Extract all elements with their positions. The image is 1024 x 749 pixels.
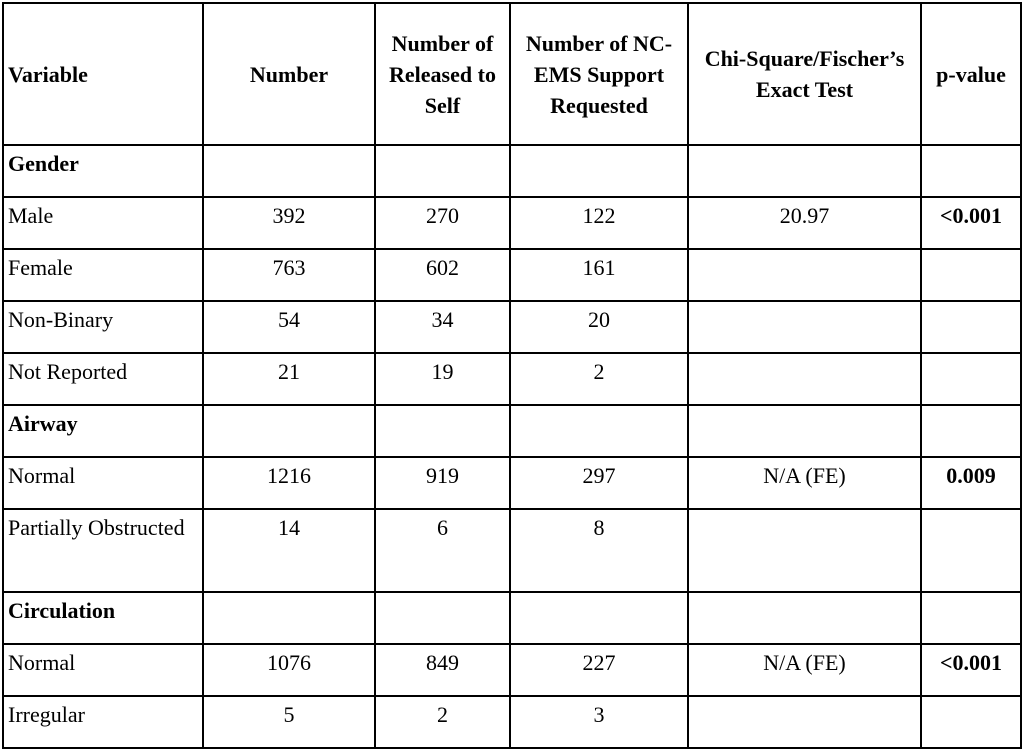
header-row bbox=[3, 3, 1021, 145]
cell-number: 763 bbox=[203, 249, 375, 301]
cell-variable: Irregular bbox=[3, 696, 203, 748]
table-row bbox=[3, 353, 1021, 405]
empty-cell bbox=[688, 145, 921, 197]
header-ncems-support: Number of NC-EMS Support Requested bbox=[510, 3, 688, 145]
cell-released: 602 bbox=[375, 249, 510, 301]
cell-chisq bbox=[688, 353, 921, 405]
table-row bbox=[3, 249, 1021, 301]
cell-ncems: 2 bbox=[510, 353, 688, 405]
empty-cell bbox=[375, 405, 510, 457]
cell-pvalue bbox=[921, 696, 1021, 748]
cell-variable: Female bbox=[3, 249, 203, 301]
cell-pvalue: <0.001 bbox=[921, 644, 1021, 696]
cell-variable: Non-Binary bbox=[3, 301, 203, 353]
cell-number: 5 bbox=[203, 696, 375, 748]
section-title: Airway bbox=[3, 405, 203, 457]
cell-chisq: N/A (FE) bbox=[688, 644, 921, 696]
cell-pvalue: 0.009 bbox=[921, 457, 1021, 509]
cell-ncems: 227 bbox=[510, 644, 688, 696]
cell-released: 34 bbox=[375, 301, 510, 353]
empty-cell bbox=[203, 592, 375, 644]
cell-released: 919 bbox=[375, 457, 510, 509]
cell-pvalue: <0.001 bbox=[921, 197, 1021, 249]
empty-cell bbox=[375, 592, 510, 644]
cell-pvalue bbox=[921, 249, 1021, 301]
cell-number: 54 bbox=[203, 301, 375, 353]
cell-variable: Normal bbox=[3, 644, 203, 696]
empty-cell bbox=[510, 145, 688, 197]
header-p-value: p-value bbox=[921, 3, 1021, 145]
empty-cell bbox=[921, 145, 1021, 197]
empty-cell bbox=[510, 592, 688, 644]
section-title: Circulation bbox=[3, 592, 203, 644]
cell-number: 1216 bbox=[203, 457, 375, 509]
cell-ncems: 161 bbox=[510, 249, 688, 301]
empty-cell bbox=[921, 592, 1021, 644]
cell-variable: Partially Obstructed bbox=[3, 509, 203, 592]
cell-released: 6 bbox=[375, 509, 510, 592]
section-row bbox=[3, 592, 1021, 644]
cell-pvalue bbox=[921, 509, 1021, 592]
cell-chisq: N/A (FE) bbox=[688, 457, 921, 509]
table-row bbox=[3, 509, 1021, 592]
table-row bbox=[3, 696, 1021, 748]
cell-ncems: 3 bbox=[510, 696, 688, 748]
cell-variable: Normal bbox=[3, 457, 203, 509]
header-chi-square: Chi-Square/Fischer’s Exact Test bbox=[688, 3, 921, 145]
results-table bbox=[2, 2, 1022, 749]
cell-chisq bbox=[688, 509, 921, 592]
section-row bbox=[3, 145, 1021, 197]
header-released-to-self: Number of Released to Self bbox=[375, 3, 510, 145]
cell-number: 14 bbox=[203, 509, 375, 592]
header-variable: Variable bbox=[3, 3, 203, 145]
section-row bbox=[3, 405, 1021, 457]
cell-number: 1076 bbox=[203, 644, 375, 696]
section-title: Gender bbox=[3, 145, 203, 197]
cell-number: 21 bbox=[203, 353, 375, 405]
empty-cell bbox=[203, 145, 375, 197]
header-number: Number bbox=[203, 3, 375, 145]
cell-chisq: 20.97 bbox=[688, 197, 921, 249]
cell-released: 2 bbox=[375, 696, 510, 748]
empty-cell bbox=[688, 405, 921, 457]
cell-chisq bbox=[688, 249, 921, 301]
cell-chisq bbox=[688, 301, 921, 353]
cell-ncems: 8 bbox=[510, 509, 688, 592]
empty-cell bbox=[203, 405, 375, 457]
cell-number: 392 bbox=[203, 197, 375, 249]
empty-cell bbox=[921, 405, 1021, 457]
empty-cell bbox=[375, 145, 510, 197]
cell-released: 270 bbox=[375, 197, 510, 249]
table-row bbox=[3, 644, 1021, 696]
empty-cell bbox=[688, 592, 921, 644]
empty-cell bbox=[510, 405, 688, 457]
cell-variable: Not Reported bbox=[3, 353, 203, 405]
cell-pvalue bbox=[921, 301, 1021, 353]
cell-ncems: 20 bbox=[510, 301, 688, 353]
cell-released: 19 bbox=[375, 353, 510, 405]
cell-ncems: 122 bbox=[510, 197, 688, 249]
cell-ncems: 297 bbox=[510, 457, 688, 509]
cell-pvalue bbox=[921, 353, 1021, 405]
cell-variable: Male bbox=[3, 197, 203, 249]
table-row bbox=[3, 197, 1021, 249]
cell-chisq bbox=[688, 696, 921, 748]
table-row bbox=[3, 457, 1021, 509]
cell-released: 849 bbox=[375, 644, 510, 696]
table-row bbox=[3, 301, 1021, 353]
